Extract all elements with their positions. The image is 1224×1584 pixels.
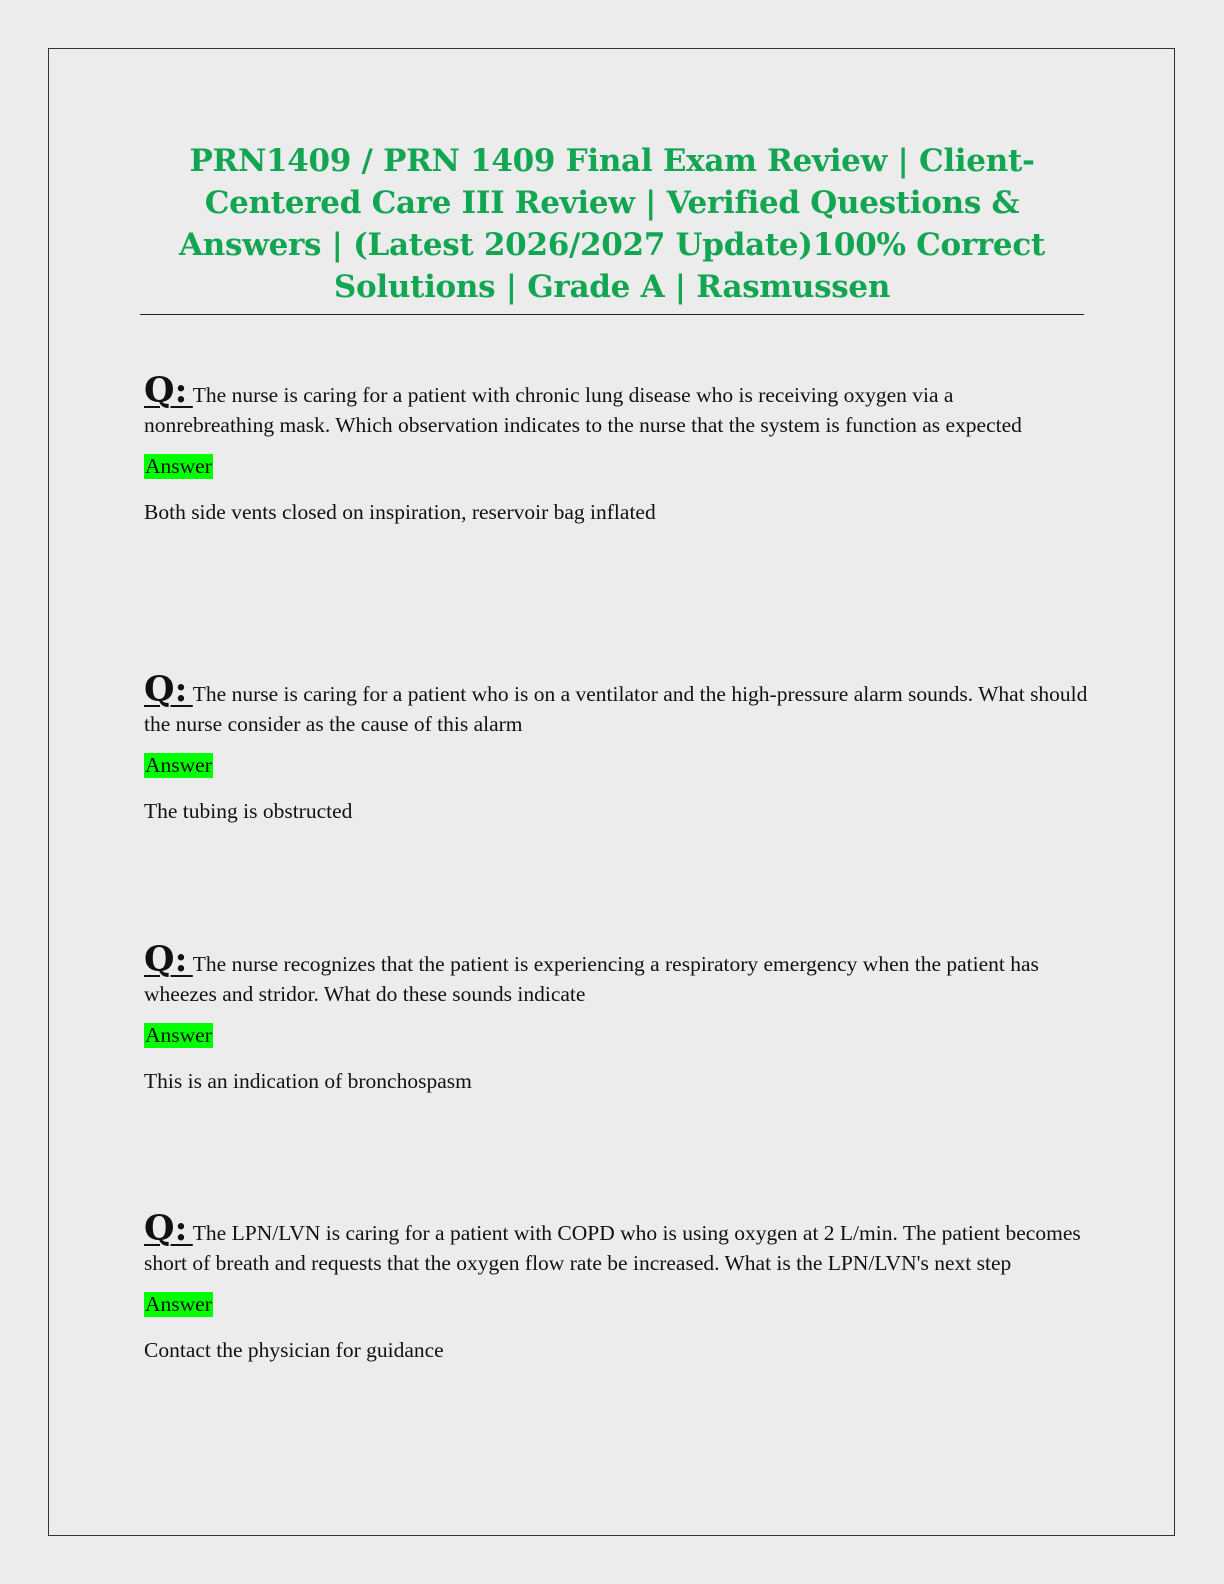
- qa-item-2: [144, 669, 1088, 825]
- question-text: The nurse recognizes that the patient is experiencing a respiratory emergency when the patient has wheezes and stridor. What do these sounds indicate: [144, 952, 1039, 1006]
- question-marker: Q:: [144, 669, 188, 710]
- answer-label: Answer: [145, 1023, 212, 1047]
- answer-text: Contact the physician for guidance: [144, 1338, 444, 1362]
- question-text: The nurse is caring for a patient with chronic lung disease who is receiving oxygen via a nonrebreathing mask. Which observation indicates to the nurse that the system is function as expected: [144, 383, 1022, 437]
- title-divider: [140, 314, 1084, 315]
- answer-text: Both side vents closed on inspiration, reservoir bag inflated: [144, 500, 656, 524]
- question-marker: Q:: [144, 939, 188, 980]
- question-1: [144, 370, 1088, 440]
- qa-item-1: [144, 370, 1088, 526]
- answer-text: This is an indication of bronchospasm: [144, 1069, 472, 1093]
- question-3: [144, 939, 1088, 1009]
- question-text: The LPN/LVN is caring for a patient with COPD who is using oxygen at 2 L/min. The patient becomes short of breath and requests that the oxygen flow rate be increased. What is the LPN/LVN's next step: [144, 1221, 1081, 1275]
- answer-label: Answer: [145, 753, 212, 777]
- qa-item-4: [144, 1208, 1088, 1364]
- qa-item-3: [144, 939, 1088, 1095]
- question-4: [144, 1208, 1088, 1278]
- answer-label: Answer: [145, 454, 212, 478]
- answer-label: Answer: [145, 1292, 212, 1316]
- answer-text: The tubing is obstructed: [144, 799, 353, 823]
- question-marker: Q:: [144, 370, 188, 411]
- question-marker: Q:: [144, 1208, 188, 1249]
- document-title: PRN1409 / PRN 1409 Final Exam Review | Client-Centered Care III Review | Verified Questions & Answers | (Latest 2026/2027 Update)100% Correct Solutions | Grade A | Rasmussen: [179, 143, 1045, 305]
- question-text: The nurse is caring for a patient who is on a ventilator and the high-pressure alarm sounds. What should the nurse consider as the cause of this alarm: [144, 682, 1088, 736]
- question-2: [144, 669, 1088, 739]
